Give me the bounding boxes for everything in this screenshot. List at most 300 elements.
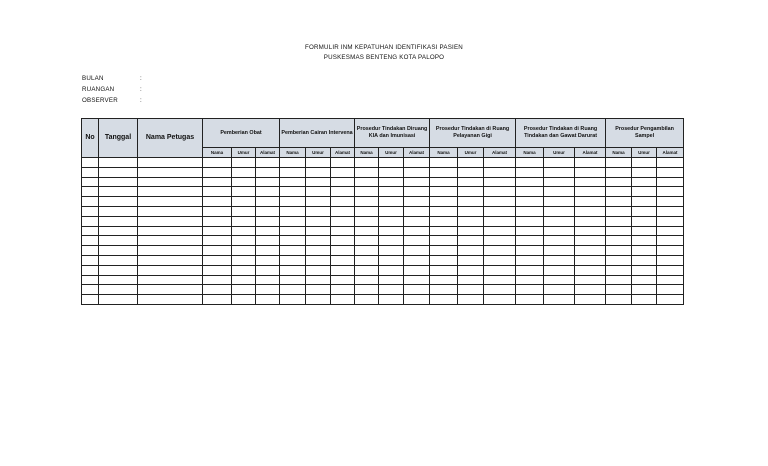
table-cell[interactable] bbox=[82, 265, 99, 275]
table-cell[interactable] bbox=[575, 275, 606, 285]
table-cell[interactable] bbox=[355, 265, 379, 275]
table-cell[interactable] bbox=[575, 216, 606, 226]
table-cell[interactable] bbox=[99, 206, 138, 216]
table-cell[interactable] bbox=[516, 255, 544, 265]
table-cell[interactable] bbox=[138, 216, 203, 226]
table-cell[interactable] bbox=[544, 246, 575, 256]
table-cell[interactable] bbox=[657, 285, 684, 295]
table-cell[interactable] bbox=[331, 295, 355, 305]
table-cell[interactable] bbox=[606, 158, 632, 168]
table-cell[interactable] bbox=[657, 167, 684, 177]
table-cell[interactable] bbox=[256, 226, 280, 236]
table-cell[interactable] bbox=[606, 167, 632, 177]
table-cell[interactable] bbox=[379, 216, 404, 226]
table-cell[interactable] bbox=[606, 236, 632, 246]
table-cell[interactable] bbox=[657, 265, 684, 275]
table-cell[interactable] bbox=[379, 158, 404, 168]
table-cell[interactable] bbox=[138, 167, 203, 177]
table-cell[interactable] bbox=[484, 167, 516, 177]
table-cell[interactable] bbox=[306, 206, 331, 216]
table-cell[interactable] bbox=[280, 216, 306, 226]
table-cell[interactable] bbox=[82, 255, 99, 265]
table-cell[interactable] bbox=[82, 158, 99, 168]
table-cell[interactable] bbox=[458, 177, 484, 187]
table-cell[interactable] bbox=[516, 265, 544, 275]
table-cell[interactable] bbox=[404, 246, 430, 256]
table-cell[interactable] bbox=[280, 167, 306, 177]
table-cell[interactable] bbox=[379, 197, 404, 207]
table-cell[interactable] bbox=[99, 226, 138, 236]
table-cell[interactable] bbox=[331, 206, 355, 216]
table-cell[interactable] bbox=[306, 265, 331, 275]
table-cell[interactable] bbox=[606, 206, 632, 216]
table-cell[interactable] bbox=[544, 197, 575, 207]
table-cell[interactable] bbox=[657, 275, 684, 285]
table-cell[interactable] bbox=[355, 226, 379, 236]
table-cell[interactable] bbox=[575, 255, 606, 265]
table-cell[interactable] bbox=[404, 167, 430, 177]
table-cell[interactable] bbox=[355, 177, 379, 187]
table-cell[interactable] bbox=[606, 285, 632, 295]
table-cell[interactable] bbox=[256, 265, 280, 275]
table-cell[interactable] bbox=[404, 236, 430, 246]
table-cell[interactable] bbox=[484, 295, 516, 305]
table-cell[interactable] bbox=[632, 206, 657, 216]
table-cell[interactable] bbox=[138, 197, 203, 207]
table-cell[interactable] bbox=[484, 187, 516, 197]
table-cell[interactable] bbox=[138, 246, 203, 256]
table-cell[interactable] bbox=[82, 187, 99, 197]
table-cell[interactable] bbox=[280, 226, 306, 236]
table-cell[interactable] bbox=[516, 236, 544, 246]
table-cell[interactable] bbox=[82, 236, 99, 246]
table-cell[interactable] bbox=[404, 216, 430, 226]
table-cell[interactable] bbox=[138, 255, 203, 265]
table-cell[interactable] bbox=[606, 246, 632, 256]
table-cell[interactable] bbox=[379, 226, 404, 236]
table-cell[interactable] bbox=[575, 167, 606, 177]
table-cell[interactable] bbox=[516, 246, 544, 256]
table-cell[interactable] bbox=[458, 285, 484, 295]
table-cell[interactable] bbox=[458, 246, 484, 256]
table-cell[interactable] bbox=[657, 246, 684, 256]
table-cell[interactable] bbox=[404, 265, 430, 275]
table-cell[interactable] bbox=[544, 216, 575, 226]
table-cell[interactable] bbox=[606, 197, 632, 207]
table-cell[interactable] bbox=[544, 187, 575, 197]
table-cell[interactable] bbox=[632, 246, 657, 256]
table-cell[interactable] bbox=[516, 197, 544, 207]
table-cell[interactable] bbox=[516, 177, 544, 187]
table-cell[interactable] bbox=[606, 226, 632, 236]
table-cell[interactable] bbox=[331, 197, 355, 207]
table-cell[interactable] bbox=[430, 285, 458, 295]
table-cell[interactable] bbox=[256, 295, 280, 305]
table-cell[interactable] bbox=[138, 295, 203, 305]
table-cell[interactable] bbox=[544, 167, 575, 177]
table-cell[interactable] bbox=[430, 167, 458, 177]
table-cell[interactable] bbox=[355, 275, 379, 285]
table-cell[interactable] bbox=[458, 275, 484, 285]
table-cell[interactable] bbox=[355, 158, 379, 168]
table-cell[interactable] bbox=[484, 226, 516, 236]
table-cell[interactable] bbox=[458, 226, 484, 236]
table-cell[interactable] bbox=[430, 197, 458, 207]
table-cell[interactable] bbox=[232, 167, 256, 177]
table-cell[interactable] bbox=[138, 275, 203, 285]
table-cell[interactable] bbox=[280, 236, 306, 246]
table-cell[interactable] bbox=[632, 295, 657, 305]
table-cell[interactable] bbox=[99, 216, 138, 226]
table-cell[interactable] bbox=[280, 275, 306, 285]
table-cell[interactable] bbox=[430, 206, 458, 216]
table-cell[interactable] bbox=[458, 255, 484, 265]
table-cell[interactable] bbox=[632, 265, 657, 275]
table-cell[interactable] bbox=[606, 216, 632, 226]
table-cell[interactable] bbox=[404, 206, 430, 216]
table-cell[interactable] bbox=[575, 236, 606, 246]
table-cell[interactable] bbox=[632, 187, 657, 197]
table-cell[interactable] bbox=[331, 187, 355, 197]
table-cell[interactable] bbox=[404, 158, 430, 168]
table-cell[interactable] bbox=[379, 177, 404, 187]
table-cell[interactable] bbox=[404, 177, 430, 187]
table-cell[interactable] bbox=[355, 236, 379, 246]
table-cell[interactable] bbox=[256, 246, 280, 256]
table-cell[interactable] bbox=[256, 216, 280, 226]
table-cell[interactable] bbox=[256, 285, 280, 295]
table-cell[interactable] bbox=[516, 167, 544, 177]
table-cell[interactable] bbox=[458, 206, 484, 216]
table-cell[interactable] bbox=[306, 285, 331, 295]
table-cell[interactable] bbox=[575, 177, 606, 187]
table-cell[interactable] bbox=[632, 275, 657, 285]
table-cell[interactable] bbox=[232, 236, 256, 246]
table-cell[interactable] bbox=[632, 158, 657, 168]
table-cell[interactable] bbox=[82, 197, 99, 207]
table-cell[interactable] bbox=[99, 177, 138, 187]
table-cell[interactable] bbox=[256, 236, 280, 246]
table-cell[interactable] bbox=[203, 177, 232, 187]
table-cell[interactable] bbox=[575, 246, 606, 256]
table-cell[interactable] bbox=[306, 295, 331, 305]
table-cell[interactable] bbox=[632, 177, 657, 187]
table-cell[interactable] bbox=[484, 206, 516, 216]
table-cell[interactable] bbox=[232, 216, 256, 226]
table-cell[interactable] bbox=[657, 236, 684, 246]
table-cell[interactable] bbox=[280, 197, 306, 207]
table-cell[interactable] bbox=[355, 246, 379, 256]
table-cell[interactable] bbox=[82, 177, 99, 187]
table-cell[interactable] bbox=[516, 206, 544, 216]
table-cell[interactable] bbox=[657, 226, 684, 236]
table-cell[interactable] bbox=[331, 216, 355, 226]
table-cell[interactable] bbox=[606, 255, 632, 265]
table-cell[interactable] bbox=[232, 177, 256, 187]
table-cell[interactable] bbox=[632, 285, 657, 295]
table-cell[interactable] bbox=[232, 275, 256, 285]
table-cell[interactable] bbox=[516, 295, 544, 305]
table-cell[interactable] bbox=[606, 187, 632, 197]
table-cell[interactable] bbox=[355, 167, 379, 177]
table-cell[interactable] bbox=[379, 246, 404, 256]
table-cell[interactable] bbox=[203, 167, 232, 177]
table-cell[interactable] bbox=[544, 255, 575, 265]
table-cell[interactable] bbox=[458, 295, 484, 305]
table-cell[interactable] bbox=[516, 275, 544, 285]
table-cell[interactable] bbox=[632, 167, 657, 177]
table-cell[interactable] bbox=[203, 226, 232, 236]
table-cell[interactable] bbox=[430, 255, 458, 265]
table-cell[interactable] bbox=[306, 236, 331, 246]
table-cell[interactable] bbox=[306, 226, 331, 236]
table-cell[interactable] bbox=[544, 285, 575, 295]
table-cell[interactable] bbox=[280, 246, 306, 256]
table-cell[interactable] bbox=[203, 206, 232, 216]
table-cell[interactable] bbox=[82, 226, 99, 236]
table-cell[interactable] bbox=[430, 275, 458, 285]
table-cell[interactable] bbox=[484, 236, 516, 246]
table-cell[interactable] bbox=[516, 187, 544, 197]
table-cell[interactable] bbox=[404, 275, 430, 285]
table-cell[interactable] bbox=[306, 246, 331, 256]
table-cell[interactable] bbox=[575, 206, 606, 216]
table-cell[interactable] bbox=[544, 275, 575, 285]
table-cell[interactable] bbox=[575, 158, 606, 168]
table-cell[interactable] bbox=[544, 265, 575, 275]
table-cell[interactable] bbox=[606, 275, 632, 285]
table-cell[interactable] bbox=[484, 246, 516, 256]
table-cell[interactable] bbox=[657, 177, 684, 187]
table-cell[interactable] bbox=[657, 216, 684, 226]
table-cell[interactable] bbox=[203, 265, 232, 275]
table-cell[interactable] bbox=[331, 226, 355, 236]
table-cell[interactable] bbox=[256, 177, 280, 187]
table-cell[interactable] bbox=[355, 216, 379, 226]
table-cell[interactable] bbox=[82, 206, 99, 216]
table-cell[interactable] bbox=[516, 216, 544, 226]
table-cell[interactable] bbox=[606, 295, 632, 305]
table-cell[interactable] bbox=[138, 187, 203, 197]
table-cell[interactable] bbox=[280, 295, 306, 305]
table-cell[interactable] bbox=[138, 206, 203, 216]
table-cell[interactable] bbox=[306, 177, 331, 187]
table-cell[interactable] bbox=[458, 167, 484, 177]
table-cell[interactable] bbox=[256, 158, 280, 168]
table-cell[interactable] bbox=[232, 285, 256, 295]
table-cell[interactable] bbox=[430, 187, 458, 197]
table-cell[interactable] bbox=[306, 216, 331, 226]
table-cell[interactable] bbox=[203, 285, 232, 295]
table-cell[interactable] bbox=[331, 285, 355, 295]
table-cell[interactable] bbox=[256, 167, 280, 177]
table-cell[interactable] bbox=[544, 226, 575, 236]
table-cell[interactable] bbox=[379, 275, 404, 285]
table-cell[interactable] bbox=[632, 216, 657, 226]
table-cell[interactable] bbox=[99, 265, 138, 275]
table-cell[interactable] bbox=[138, 236, 203, 246]
table-cell[interactable] bbox=[82, 285, 99, 295]
table-cell[interactable] bbox=[203, 295, 232, 305]
table-cell[interactable] bbox=[306, 187, 331, 197]
table-cell[interactable] bbox=[99, 167, 138, 177]
table-cell[interactable] bbox=[379, 265, 404, 275]
table-cell[interactable] bbox=[544, 206, 575, 216]
table-cell[interactable] bbox=[657, 187, 684, 197]
table-cell[interactable] bbox=[575, 295, 606, 305]
table-cell[interactable] bbox=[458, 236, 484, 246]
table-cell[interactable] bbox=[575, 285, 606, 295]
table-cell[interactable] bbox=[544, 295, 575, 305]
table-cell[interactable] bbox=[203, 236, 232, 246]
table-cell[interactable] bbox=[203, 246, 232, 256]
table-cell[interactable] bbox=[484, 177, 516, 187]
table-cell[interactable] bbox=[484, 265, 516, 275]
table-cell[interactable] bbox=[331, 167, 355, 177]
table-cell[interactable] bbox=[331, 246, 355, 256]
table-cell[interactable] bbox=[280, 177, 306, 187]
table-cell[interactable] bbox=[404, 255, 430, 265]
table-cell[interactable] bbox=[203, 158, 232, 168]
table-cell[interactable] bbox=[355, 295, 379, 305]
table-cell[interactable] bbox=[355, 206, 379, 216]
table-cell[interactable] bbox=[404, 295, 430, 305]
table-cell[interactable] bbox=[256, 187, 280, 197]
table-cell[interactable] bbox=[544, 236, 575, 246]
table-cell[interactable] bbox=[632, 255, 657, 265]
table-cell[interactable] bbox=[516, 158, 544, 168]
table-cell[interactable] bbox=[657, 295, 684, 305]
table-cell[interactable] bbox=[458, 265, 484, 275]
table-cell[interactable] bbox=[82, 246, 99, 256]
table-cell[interactable] bbox=[280, 265, 306, 275]
table-cell[interactable] bbox=[256, 206, 280, 216]
table-cell[interactable] bbox=[280, 206, 306, 216]
table-cell[interactable] bbox=[203, 187, 232, 197]
table-cell[interactable] bbox=[355, 197, 379, 207]
table-cell[interactable] bbox=[544, 177, 575, 187]
table-cell[interactable] bbox=[232, 255, 256, 265]
table-cell[interactable] bbox=[430, 177, 458, 187]
table-cell[interactable] bbox=[232, 187, 256, 197]
table-cell[interactable] bbox=[280, 255, 306, 265]
table-cell[interactable] bbox=[138, 177, 203, 187]
table-cell[interactable] bbox=[82, 275, 99, 285]
table-cell[interactable] bbox=[606, 177, 632, 187]
table-cell[interactable] bbox=[280, 187, 306, 197]
table-cell[interactable] bbox=[138, 226, 203, 236]
table-cell[interactable] bbox=[99, 236, 138, 246]
table-cell[interactable] bbox=[203, 197, 232, 207]
table-cell[interactable] bbox=[232, 265, 256, 275]
table-cell[interactable] bbox=[232, 197, 256, 207]
table-cell[interactable] bbox=[232, 226, 256, 236]
table-cell[interactable] bbox=[355, 285, 379, 295]
table-cell[interactable] bbox=[430, 295, 458, 305]
table-cell[interactable] bbox=[203, 255, 232, 265]
table-cell[interactable] bbox=[232, 206, 256, 216]
table-cell[interactable] bbox=[379, 255, 404, 265]
table-cell[interactable] bbox=[256, 255, 280, 265]
table-cell[interactable] bbox=[331, 275, 355, 285]
table-cell[interactable] bbox=[379, 206, 404, 216]
table-cell[interactable] bbox=[632, 236, 657, 246]
table-cell[interactable] bbox=[484, 275, 516, 285]
table-cell[interactable] bbox=[280, 158, 306, 168]
table-cell[interactable] bbox=[256, 275, 280, 285]
table-cell[interactable] bbox=[256, 197, 280, 207]
table-cell[interactable] bbox=[430, 246, 458, 256]
table-cell[interactable] bbox=[306, 255, 331, 265]
table-cell[interactable] bbox=[657, 255, 684, 265]
table-cell[interactable] bbox=[657, 197, 684, 207]
table-cell[interactable] bbox=[232, 246, 256, 256]
table-cell[interactable] bbox=[306, 167, 331, 177]
table-cell[interactable] bbox=[404, 226, 430, 236]
table-cell[interactable] bbox=[331, 265, 355, 275]
table-cell[interactable] bbox=[404, 187, 430, 197]
table-cell[interactable] bbox=[632, 226, 657, 236]
table-cell[interactable] bbox=[484, 255, 516, 265]
table-cell[interactable] bbox=[138, 158, 203, 168]
table-cell[interactable] bbox=[575, 226, 606, 236]
table-cell[interactable] bbox=[355, 187, 379, 197]
table-cell[interactable] bbox=[458, 187, 484, 197]
table-cell[interactable] bbox=[484, 285, 516, 295]
table-cell[interactable] bbox=[458, 197, 484, 207]
table-cell[interactable] bbox=[331, 236, 355, 246]
table-cell[interactable] bbox=[484, 158, 516, 168]
table-cell[interactable] bbox=[458, 216, 484, 226]
table-cell[interactable] bbox=[99, 158, 138, 168]
table-cell[interactable] bbox=[484, 216, 516, 226]
table-cell[interactable] bbox=[632, 197, 657, 207]
table-cell[interactable] bbox=[379, 187, 404, 197]
table-cell[interactable] bbox=[99, 295, 138, 305]
table-cell[interactable] bbox=[657, 158, 684, 168]
table-cell[interactable] bbox=[99, 255, 138, 265]
table-cell[interactable] bbox=[99, 285, 138, 295]
table-cell[interactable] bbox=[430, 265, 458, 275]
table-cell[interactable] bbox=[430, 216, 458, 226]
table-cell[interactable] bbox=[203, 275, 232, 285]
table-cell[interactable] bbox=[306, 158, 331, 168]
table-cell[interactable] bbox=[331, 255, 355, 265]
table-cell[interactable] bbox=[516, 285, 544, 295]
table-cell[interactable] bbox=[232, 295, 256, 305]
table-cell[interactable] bbox=[232, 158, 256, 168]
table-cell[interactable] bbox=[99, 275, 138, 285]
table-cell[interactable] bbox=[82, 167, 99, 177]
table-cell[interactable] bbox=[99, 246, 138, 256]
table-cell[interactable] bbox=[379, 167, 404, 177]
table-cell[interactable] bbox=[575, 197, 606, 207]
table-cell[interactable] bbox=[355, 255, 379, 265]
table-cell[interactable] bbox=[516, 226, 544, 236]
table-cell[interactable] bbox=[404, 285, 430, 295]
table-cell[interactable] bbox=[404, 197, 430, 207]
table-cell[interactable] bbox=[331, 177, 355, 187]
table-cell[interactable] bbox=[306, 275, 331, 285]
table-cell[interactable] bbox=[606, 265, 632, 275]
table-cell[interactable] bbox=[306, 197, 331, 207]
table-cell[interactable] bbox=[203, 216, 232, 226]
table-cell[interactable] bbox=[430, 226, 458, 236]
table-cell[interactable] bbox=[280, 285, 306, 295]
table-cell[interactable] bbox=[575, 265, 606, 275]
table-cell[interactable] bbox=[484, 197, 516, 207]
table-cell[interactable] bbox=[575, 187, 606, 197]
